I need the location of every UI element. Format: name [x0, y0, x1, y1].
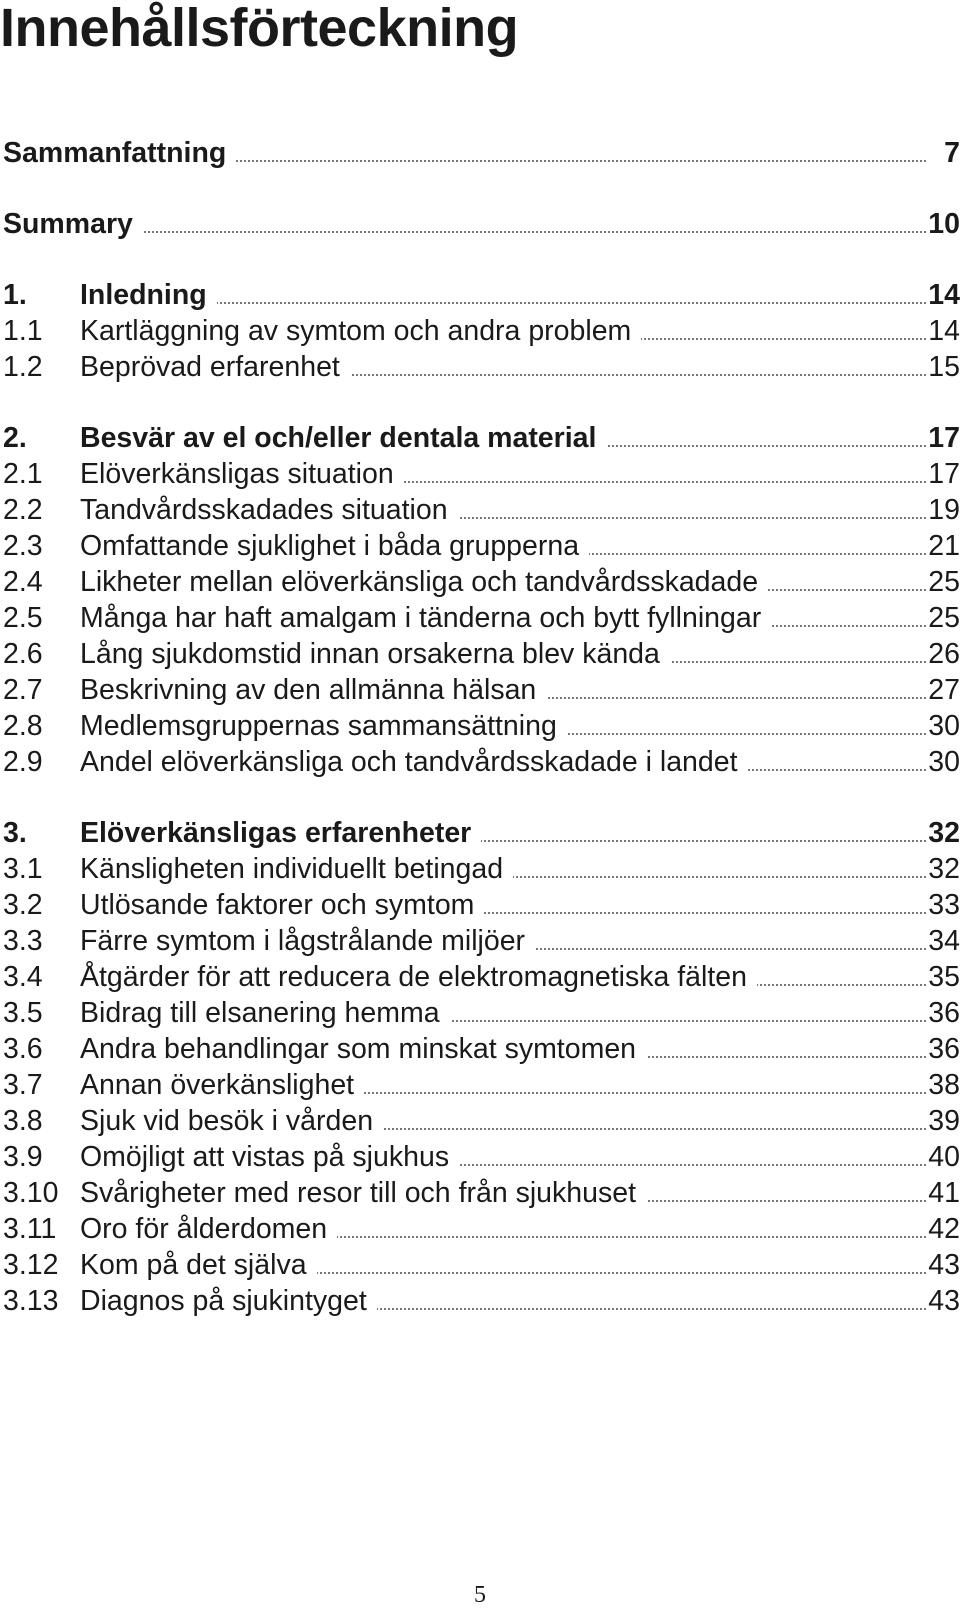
toc-entry-title: Likheter mellan elöverkänsliga och tandvårdsskadade	[80, 564, 768, 600]
toc-entry-page: 21	[928, 530, 960, 562]
toc-entry-title: Omfattande sjuklighet i båda grupperna	[80, 528, 589, 564]
toc-entry-number: 2.4	[3, 566, 43, 598]
toc-entry-number: 3.5	[3, 997, 43, 1029]
toc-entry-title: Sammanfattning	[3, 135, 236, 171]
toc-entry-number: 3.9	[3, 1141, 43, 1173]
toc-entry-number: 2.5	[3, 602, 43, 634]
toc-entry[interactable]	[0, 135, 960, 171]
toc-entry[interactable]	[0, 1283, 960, 1319]
toc-entry-page: 10	[928, 208, 960, 240]
toc-entry-number: 3.	[3, 817, 27, 849]
dot-leader	[100, 231, 926, 233]
toc-entry-page: 14	[928, 279, 960, 311]
toc-entry-number: 3.2	[3, 889, 43, 921]
toc-entry[interactable]	[0, 708, 960, 744]
toc-entry-title: Svårigheter med resor till och från sjukhuset	[80, 1175, 646, 1211]
toc-entry-number: 2.7	[3, 674, 43, 706]
toc-entry-title: Lång sjukdomstid innan orsakerna blev kända	[80, 636, 670, 672]
toc-entry[interactable]	[0, 600, 960, 636]
toc-entry-page: 41	[928, 1177, 960, 1209]
toc-entry-number: 1.	[3, 279, 27, 311]
toc-entry[interactable]	[0, 995, 960, 1031]
toc-entry-number: 2.	[3, 422, 27, 454]
toc-entry-title: Inledning	[80, 277, 217, 313]
toc-entry-title: Besvär av el och/eller dentala material	[80, 420, 606, 456]
toc-entry[interactable]	[0, 1211, 960, 1247]
toc-entry-number: 1.2	[3, 351, 43, 383]
toc-entry-title: Elöverkänsligas erfarenheter	[80, 815, 481, 851]
toc-entry-page: 36	[928, 997, 960, 1029]
toc-entry-number: 2.2	[3, 494, 43, 526]
toc-entry[interactable]	[0, 456, 960, 492]
toc-entry-number: 3.12	[3, 1249, 59, 1281]
toc-entry[interactable]	[0, 1175, 960, 1211]
toc-entry-page: 25	[928, 566, 960, 598]
toc-entry[interactable]	[0, 923, 960, 959]
toc-entry-title: Kom på det själva	[80, 1247, 317, 1283]
toc-entry-number: 3.4	[3, 961, 43, 993]
toc-entry-page: 43	[928, 1249, 960, 1281]
toc-entry-number: 2.3	[3, 530, 43, 562]
toc-entry[interactable]	[0, 1103, 960, 1139]
toc-entry[interactable]	[0, 528, 960, 564]
toc-entry-title: Många har haft amalgam i tänderna och bytt fyllningar	[80, 600, 771, 636]
toc-entry-page: 39	[928, 1105, 960, 1137]
toc-entry-page: 43	[928, 1285, 960, 1317]
toc-entry-title: Tandvårdsskadades situation	[80, 492, 458, 528]
toc-entry-number: 3.11	[3, 1213, 57, 1245]
toc-entry[interactable]	[0, 564, 960, 600]
toc-entry-number: 2.6	[3, 638, 43, 670]
toc-entry[interactable]	[0, 277, 960, 313]
toc-entry-number: 2.1	[3, 458, 43, 490]
toc-entry-page: 32	[928, 853, 960, 885]
toc-entry-page: 35	[928, 961, 960, 993]
toc-entry-number: 3.13	[3, 1285, 59, 1317]
dot-leader	[100, 302, 926, 304]
toc-entry[interactable]	[0, 206, 960, 242]
toc-entry-number: 3.3	[3, 925, 43, 957]
toc-entry-page: 14	[928, 315, 960, 347]
toc-entry[interactable]	[0, 420, 960, 456]
toc-entry-page: 17	[928, 458, 960, 490]
toc-entry[interactable]	[0, 492, 960, 528]
toc-entry-title: Medlemsgruppernas sammansättning	[80, 708, 567, 744]
toc-entry[interactable]	[0, 349, 960, 385]
toc-entry-page: 36	[928, 1033, 960, 1065]
toc-entry-number: 3.7	[3, 1069, 43, 1101]
toc-entry[interactable]	[0, 1031, 960, 1067]
toc-entry-page: 42	[928, 1213, 960, 1245]
toc-entry-page: 15	[928, 351, 960, 383]
toc-entry[interactable]	[0, 887, 960, 923]
toc-entry-title: Åtgärder för att reducera de elektromagnetiska fälten	[80, 959, 757, 995]
toc-entry-number: 3.8	[3, 1105, 43, 1137]
toc-entry[interactable]	[0, 744, 960, 780]
toc-entry-title: Bidrag till elsanering hemma	[80, 995, 450, 1031]
toc-entry-title: Kartläggning av symtom och andra problem	[80, 313, 641, 349]
toc-entry-title: Andel elöverkänsliga och tandvårdsskadade i landet	[80, 744, 748, 780]
toc-entry-title: Beskrivning av den allmänna hälsan	[80, 672, 546, 708]
toc-entry-title: Summary	[3, 206, 143, 242]
toc-entry[interactable]	[0, 815, 960, 851]
toc-entry-page: 27	[928, 674, 960, 706]
toc-entry-title: Andra behandlingar som minskat symtomen	[80, 1031, 646, 1067]
toc-entry[interactable]	[0, 672, 960, 708]
toc-entry-page: 17	[928, 422, 960, 454]
toc-entry-title: Omöjligt att vistas på sjukhus	[80, 1139, 459, 1175]
toc-entry-title: Annan överkänslighet	[80, 1067, 364, 1103]
toc-entry-number: 2.9	[3, 746, 43, 778]
toc-entry[interactable]	[0, 1247, 960, 1283]
toc-entry-page: 25	[928, 602, 960, 634]
toc-entry[interactable]	[0, 1067, 960, 1103]
toc-entry-title: Sjuk vid besök i vården	[80, 1103, 383, 1139]
page-number: 5	[474, 1582, 486, 1608]
toc-entry-page: 34	[928, 925, 960, 957]
toc-entry-number: 2.8	[3, 710, 43, 742]
toc-entry-number: 3.10	[3, 1177, 59, 1209]
toc-entry[interactable]	[0, 1139, 960, 1175]
toc-entry-page: 30	[928, 746, 960, 778]
toc-entry-title: Oro för ålderdomen	[80, 1211, 337, 1247]
toc-entry-title: Elöverkänsligas situation	[80, 456, 404, 492]
toc-entry-title: Känsligheten individuellt betingad	[80, 851, 513, 887]
toc-entry-page: 40	[928, 1141, 960, 1173]
toc-entry-page: 19	[928, 494, 960, 526]
toc-entry-page: 38	[928, 1069, 960, 1101]
toc-entry-title: Färre symtom i lågstrålande miljöer	[80, 923, 535, 959]
toc-entry-page: 33	[928, 889, 960, 921]
toc-entry-title: Diagnos på sjukintyget	[80, 1283, 377, 1319]
toc-entry-number: 3.6	[3, 1033, 43, 1065]
table-of-contents	[0, 135, 960, 1319]
page-title: Innehållsförteckning	[0, 0, 519, 58]
toc-entry[interactable]	[0, 851, 960, 887]
toc-entry-page: 30	[928, 710, 960, 742]
toc-entry-number: 3.1	[3, 853, 43, 885]
toc-entry[interactable]	[0, 313, 960, 349]
toc-entry[interactable]	[0, 636, 960, 672]
toc-entry-page: 7	[944, 137, 960, 169]
toc-entry-number: 1.1	[3, 315, 43, 347]
toc-entry-title: Utlösande faktorer och symtom	[80, 887, 484, 923]
toc-entry-title: Beprövad erfarenhet	[80, 349, 350, 385]
toc-entry-page: 32	[928, 817, 960, 849]
toc-entry-page: 26	[928, 638, 960, 670]
toc-entry[interactable]	[0, 959, 960, 995]
